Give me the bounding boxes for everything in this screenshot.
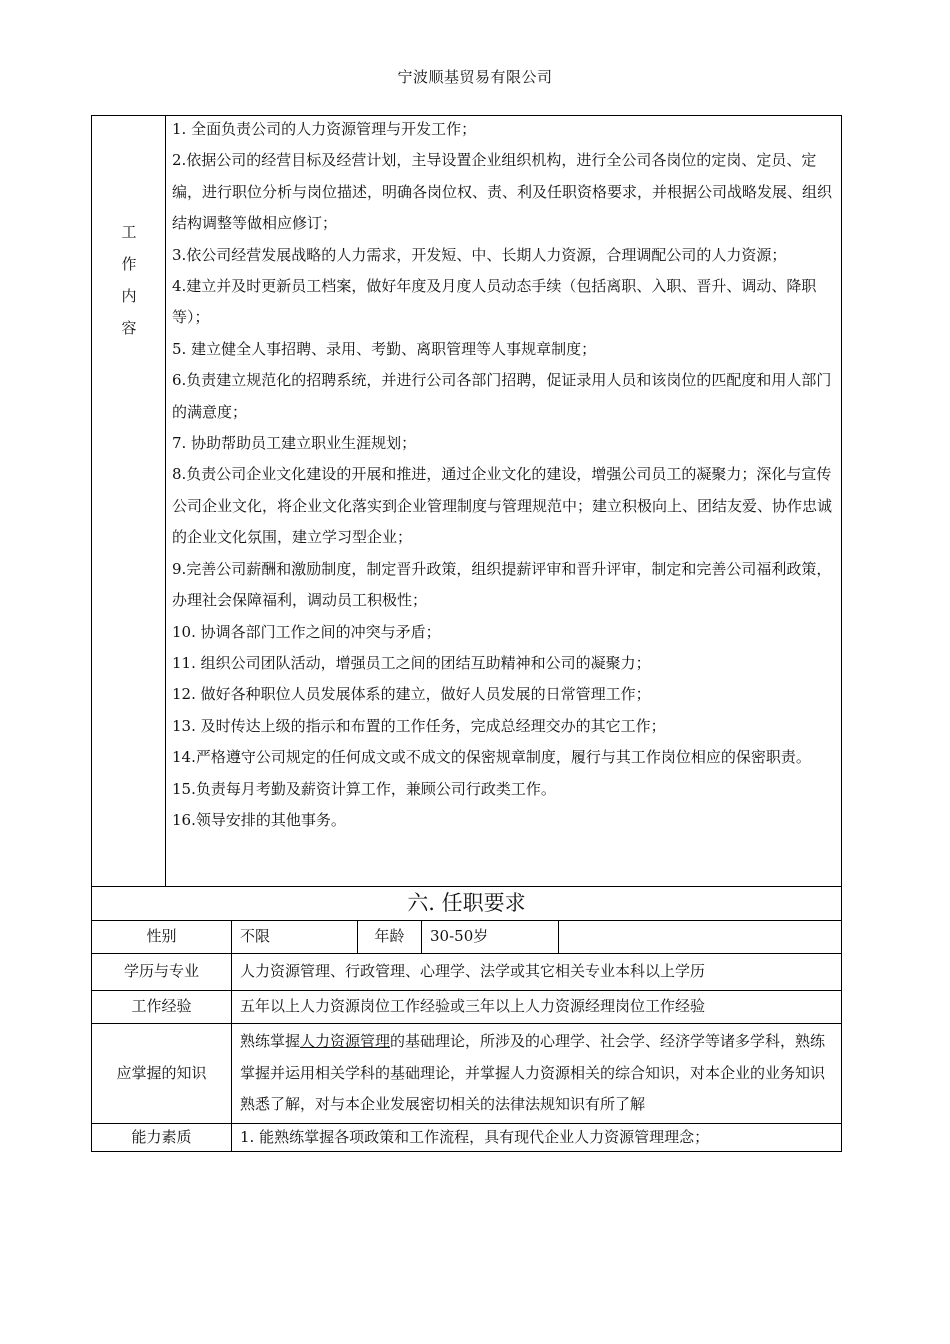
duty-item: 3.依公司经营发展战略的人力需求，开发短、中、长期人力资源，合理调配公司的人力资源；	[172, 245, 787, 264]
ability-label: 能力素质	[131, 1128, 192, 1146]
duty-item: 9.完善公司薪酬和激励制度，制定晋升政策，组织提薪评审和晋升评审，制定和完善公司福利政策，办理社会保障福利，调动员工积极性；	[172, 559, 832, 610]
duty-item: 5. 建立健全人事招聘、录用、考勤、离职管理等人事规章制度；	[172, 339, 597, 358]
education-value: 人力资源管理、行政管理、心理学、法学或其它相关专业本科以上学历	[240, 962, 706, 980]
duty-item: 15.负责每月考勤及薪资计算工作，兼顾公司行政类工作。	[172, 779, 556, 798]
duty-item: 14.严格遵守公司规定的任何成文或不成文的保密规章制度，履行与其工作岗位相应的保密职责。	[172, 748, 811, 767]
work-content-list	[172, 114, 838, 836]
age-label: 年龄	[374, 927, 405, 945]
company-header: 宁波顺基贸易有限公司	[397, 68, 553, 86]
duty-item: 2.依据公司的经营目标及经营计划，主导设置企业组织机构，进行全公司各岗位的定岗、定员、定编，进行职位分析与岗位描述，明确各岗位权、责、利及任职资格要求，并根据公司战略发展、组织结构调整等做相应修订；	[172, 151, 833, 233]
work-content-label	[100, 216, 158, 344]
duty-item: 8.负责公司企业文化建设的开展和推进，通过企业文化的建设，增强公司员工的凝聚力；深化与宣传公司企业文化，将企业文化落实到企业管理制度与管理规范中；建立积极向上、团结友爱、协作忠诚的企业文化氛围，建立学习型企业；	[172, 465, 833, 547]
work-label-char: 内	[121, 287, 137, 305]
knowledge-label: 应掌握的知识	[116, 1064, 207, 1082]
duty-item: 1. 全面负责公司的人力资源管理与开发工作；	[172, 120, 477, 138]
table-rule	[165, 115, 166, 886]
table-rule	[421, 920, 422, 953]
section-title: 六. 任职要求	[407, 891, 526, 915]
hr-management-link[interactable]: 人力资源管理	[300, 1032, 391, 1050]
work-label-char: 作	[121, 255, 137, 273]
gender-label: 性别	[146, 927, 177, 945]
duty-item: 4.建立并及时更新员工档案，做好年度及月度人员动态手续（包括离职、入职、晋升、调动、降职等）；	[172, 277, 817, 327]
education-label: 学历与专业	[123, 962, 199, 980]
experience-value: 五年以上人力资源岗位工作经验或三年以上人力资源经理岗位工作经验	[240, 997, 706, 1015]
duty-item: 7. 协助帮助员工建立职业生涯规划；	[172, 434, 417, 453]
experience-label: 工作经验	[131, 997, 192, 1015]
gender-value: 不限	[240, 927, 271, 945]
duty-item: 6.负责建立规范化的招聘系统，并进行公司各部门招聘，促证录用人员和该岗位的匹配度和用人部门的满意度；	[172, 371, 832, 421]
work-label-char: 容	[121, 319, 137, 337]
knowledge-prefix: 熟练掌握	[240, 1032, 301, 1050]
knowledge-rest: 的基础理论，所涉及的心理学、社会学、经济学等诸多学科，熟练掌握并运用相关学科的基础理论，并掌握人力资源相关的综合知识，对本企业的业务知识熟悉了解，对与本企业发展密切相关的法律法规知识有所了解	[240, 1032, 826, 1113]
knowledge-value	[240, 1026, 838, 1121]
work-label-char: 工	[121, 223, 137, 241]
ability-value: 1. 能熟练掌握各项政策和工作流程，具有现代企业人力资源管理理念；	[240, 1128, 710, 1146]
duty-item: 16.领导安排的其他事务。	[172, 810, 346, 829]
duty-item: 12. 做好各种职位人员发展体系的建立，做好人员发展的日常管理工作；	[172, 685, 651, 704]
duty-item: 11. 组织公司团队活动，增强员工之间的团结互助精神和公司的凝聚力；	[172, 653, 651, 672]
table-rule	[558, 920, 559, 953]
age-value: 30-50岁	[430, 927, 489, 945]
duty-item: 13. 及时传达上级的指示和布置的工作任务，完成总经理交办的其它工作；	[172, 716, 666, 735]
table-rule	[231, 920, 232, 1152]
duty-item: 10. 协调各部门工作之间的冲突与矛盾；	[172, 622, 441, 641]
